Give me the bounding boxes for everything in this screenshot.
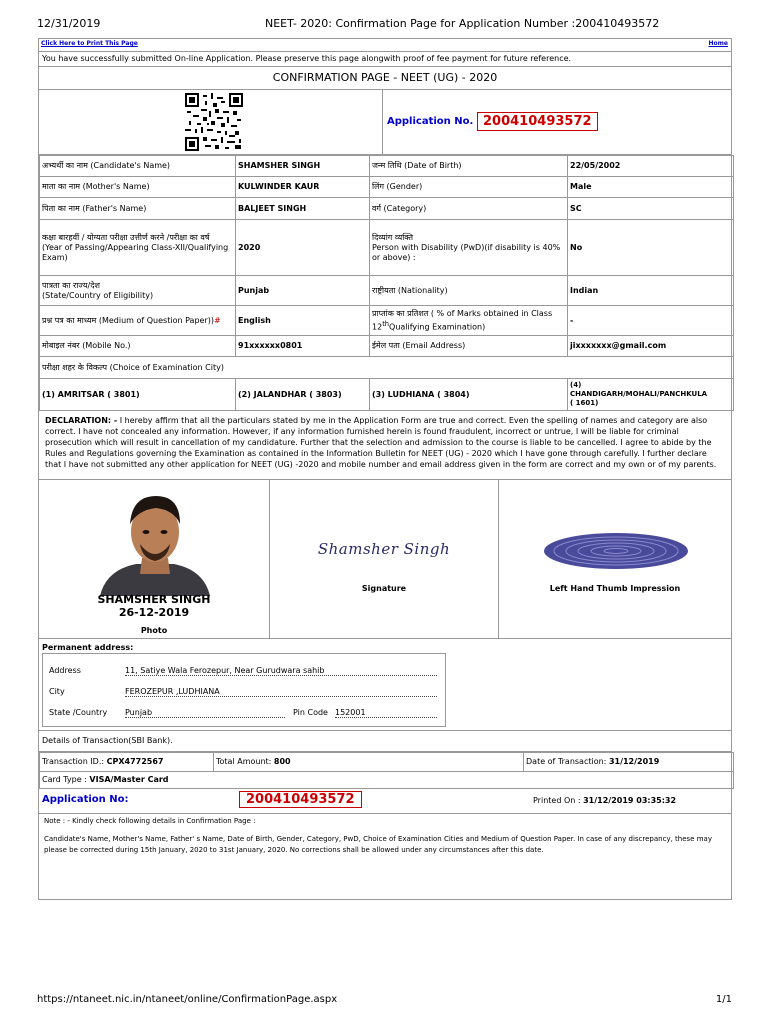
qr-row bbox=[39, 90, 731, 155]
address-box bbox=[42, 653, 446, 727]
exam-city-4-name: CHANDIGARH/MOHALI/PANCHKULA bbox=[570, 390, 708, 398]
printed-on-value: 31/12/2019 03:35:32 bbox=[583, 796, 677, 805]
photo-signature-row bbox=[39, 480, 731, 639]
marks-label-b: Qualifying Examination) bbox=[389, 322, 486, 332]
state-label: State /Country bbox=[49, 708, 108, 717]
exam-city-4-num: (4) bbox=[570, 381, 582, 389]
candidate-name-label: अभ्यर्थी का नाम (Candidate's Name) bbox=[40, 156, 236, 177]
card-type bbox=[40, 772, 734, 789]
medium-value: English bbox=[236, 306, 370, 336]
medium-mark: # bbox=[213, 315, 221, 325]
exam-city-1: (1) AMRITSAR ( 3801) bbox=[40, 379, 236, 411]
note-title: Note : - Kindly check following details in Confirmation Page : bbox=[44, 817, 256, 825]
photo-date: 26-12-2019 bbox=[118, 606, 190, 619]
city-value: FEROZEPUR ,LUDHIANA bbox=[125, 687, 437, 697]
transaction-details: Details of Transaction(SBI Bank). bbox=[39, 731, 731, 752]
marks-value: - bbox=[568, 306, 734, 336]
marks-label-a: प्राप्तांक का प्रतिशत ( % of Marks obtained in Class 12 bbox=[372, 308, 553, 332]
candidate-name-value: SHAMSHER SINGH bbox=[236, 156, 370, 177]
address-label: Address bbox=[49, 666, 81, 675]
pin-value: 152001 bbox=[335, 708, 437, 718]
photo-name: SHAMSHER SINGH bbox=[97, 593, 211, 606]
state-value: Punjab bbox=[125, 708, 285, 718]
dob-value: 22/05/2002 bbox=[568, 156, 734, 177]
home-link[interactable]: Home bbox=[708, 40, 728, 47]
address-value: 11, Satiye Wala Ferozepur, Near Gurudwara sahib bbox=[125, 666, 437, 676]
mobile-label: मोबाइल नंबर (Mobile No.) bbox=[40, 336, 236, 357]
city-label: City bbox=[49, 687, 65, 696]
footer-url: https://ntaneet.nic.in/ntaneet/online/ConfirmationPage.aspx bbox=[37, 994, 338, 1005]
gender-value: Male bbox=[568, 177, 734, 198]
exam-city-2: (2) JALANDHAR ( 3803) bbox=[236, 379, 370, 411]
application-number-label: Application No. bbox=[387, 116, 474, 127]
transaction-date bbox=[524, 753, 734, 772]
nationality-value: Indian bbox=[568, 276, 734, 306]
exam-city-4-code: ( 1601) bbox=[570, 399, 599, 407]
success-message: You have successfully submitted On-line Application. Please preserve this page alongwith proof of fee payment for future reference. bbox=[39, 52, 731, 67]
total-amount-label: Total Amount: bbox=[216, 757, 272, 766]
email-value: jixxxxxxx@gmail.com bbox=[568, 336, 734, 357]
transaction-date-label: Date of Transaction: bbox=[526, 757, 607, 766]
signature-cell bbox=[270, 480, 499, 638]
candidate-details-table bbox=[39, 155, 734, 411]
transaction-table bbox=[39, 752, 734, 789]
signature-caption: Signature bbox=[361, 584, 407, 593]
declaration-text: I hereby affirm that all the particulars stated by me in the Application Form are true and correct. Even the spelling of names and category are also correct. I have not concealed any information. However, if any information furnished herein is found fraudulent, incorrect or untrue, I will be liable for criminal prosecution which will result in cancellation of my candidature. Further that the selection and admission to the course is liable to be cancelled. I agree to abide by the Rules and Regulations governing the Examination as contained in the Information Bulletin for NEET (UG) - 2020 which I have gone through carefully. I further declare that I have not submitted any other application for NEET (UG) -2020 and mobile number and email address given in the form are correct and my own or of my parents. bbox=[45, 416, 717, 469]
printed-on-label: Printed On : bbox=[533, 796, 581, 805]
print-link[interactable]: Click Here to Print This Page bbox=[41, 40, 138, 47]
signature-image: Shamsher Singh bbox=[317, 540, 451, 558]
marks-label bbox=[370, 306, 568, 336]
father-name-value: BALJEET SINGH bbox=[236, 198, 370, 220]
marks-label-sup: th bbox=[382, 319, 390, 328]
exam-city-choice-label: परीक्षा शहर के विकल्प (Choice of Examination City) bbox=[40, 357, 734, 379]
pwd-value: No bbox=[568, 220, 734, 276]
medium-label-text: प्रश्न पत्र का माध्यम (Medium of Question Paper)) bbox=[42, 315, 214, 325]
transaction-id-value: CPX4772567 bbox=[106, 757, 164, 766]
print-title: NEET- 2020: Confirmation Page for Application Number :200410493572 bbox=[265, 17, 660, 30]
card-type-label: Card Type : bbox=[42, 775, 87, 784]
mother-name-value: KULWINDER KAUR bbox=[236, 177, 370, 198]
total-amount bbox=[214, 753, 524, 772]
bottom-application-label: Application No: bbox=[42, 794, 129, 805]
pwd-label-hi: दिव्यांग व्यक्ति bbox=[372, 232, 414, 242]
email-label: ईमेल पता (Email Address) bbox=[370, 336, 568, 357]
eligibility-state-label-en: (State/Country of Eligibility) bbox=[42, 290, 154, 300]
passing-year-value: 2020 bbox=[236, 220, 370, 276]
bottom-application-row bbox=[39, 789, 731, 814]
mobile-value: 91xxxxxx0801 bbox=[236, 336, 370, 357]
transaction-date-value: 31/12/2019 bbox=[608, 757, 660, 766]
gender-label: लिंग (Gender) bbox=[370, 177, 568, 198]
exam-city-4 bbox=[568, 379, 734, 411]
qr-cell bbox=[42, 90, 383, 154]
passing-year-label-en: (Year of Passing/Appearing Class-XII/Qualifying Exam) bbox=[42, 242, 229, 262]
card-type-value: VISA/Master Card bbox=[89, 775, 169, 784]
passing-year-label-hi: कक्षा बारहवीं / योग्यता परीक्षा उत्तीर्ण करने /परीक्षा का वर्ष bbox=[42, 232, 210, 242]
permanent-address-section bbox=[39, 639, 731, 731]
printed-on bbox=[533, 796, 676, 805]
note-text: Candidate's Name, Mother's Name, Father' s Name, Date of Birth, Gender, Category, PwD, Choice of Examination Cities and Medium of Question Paper. In case of any discrepancy, these may please be corrected during 15th January, 2020 to 31st January, 2020. No corrections shall be allowed under any circumstances after this date. bbox=[44, 835, 712, 854]
declaration-label: DECLARATION: - bbox=[45, 416, 118, 425]
qr-code-icon bbox=[182, 93, 246, 151]
page-heading: CONFIRMATION PAGE - NEET (UG) - 2020 bbox=[39, 67, 731, 90]
thumb-caption: Left Hand Thumb Impression bbox=[549, 584, 681, 593]
photo-caption: Photo bbox=[140, 626, 168, 635]
passing-year-label bbox=[40, 220, 236, 276]
mother-name-label: माता का नाम (Mother's Name) bbox=[40, 177, 236, 198]
pwd-label-en: Person with Disability (PwD)(if disability is 40% or above) : bbox=[372, 242, 561, 262]
print-date: 12/31/2019 bbox=[37, 17, 101, 30]
photo-cell bbox=[39, 480, 270, 638]
pin-label: Pin Code bbox=[293, 708, 328, 717]
dob-label: जन्म तिथि (Date of Birth) bbox=[370, 156, 568, 177]
declaration bbox=[39, 411, 731, 480]
medium-label bbox=[40, 306, 236, 336]
candidate-photo bbox=[90, 488, 220, 596]
permanent-address-title: Permanent address: bbox=[42, 643, 134, 652]
pwd-label bbox=[370, 220, 568, 276]
transaction-id bbox=[40, 753, 214, 772]
top-bar bbox=[39, 39, 731, 52]
eligibility-state-label-hi: पात्रता का राज्य/देश bbox=[42, 280, 100, 290]
thumb-cell bbox=[499, 480, 731, 638]
eligibility-state-value: Punjab bbox=[236, 276, 370, 306]
bottom-application-value: 200410493572 bbox=[239, 791, 362, 808]
footer-page-number: 1/1 bbox=[715, 994, 732, 1005]
nationality-label: राष्ट्रीयता (Nationality) bbox=[370, 276, 568, 306]
thumb-impression-icon bbox=[541, 530, 691, 572]
total-amount-value: 800 bbox=[273, 757, 291, 766]
eligibility-state-label bbox=[40, 276, 236, 306]
exam-city-3: (3) LUDHIANA ( 3804) bbox=[370, 379, 568, 411]
transaction-id-label: Transaction ID.: bbox=[42, 757, 105, 766]
confirmation-page bbox=[38, 38, 732, 900]
application-number-value: 200410493572 bbox=[477, 112, 598, 131]
category-value: SC bbox=[568, 198, 734, 220]
note-section bbox=[39, 814, 731, 858]
category-label: वर्ग (Category) bbox=[370, 198, 568, 220]
father-name-label: पिता का नाम (Father's Name) bbox=[40, 198, 236, 220]
